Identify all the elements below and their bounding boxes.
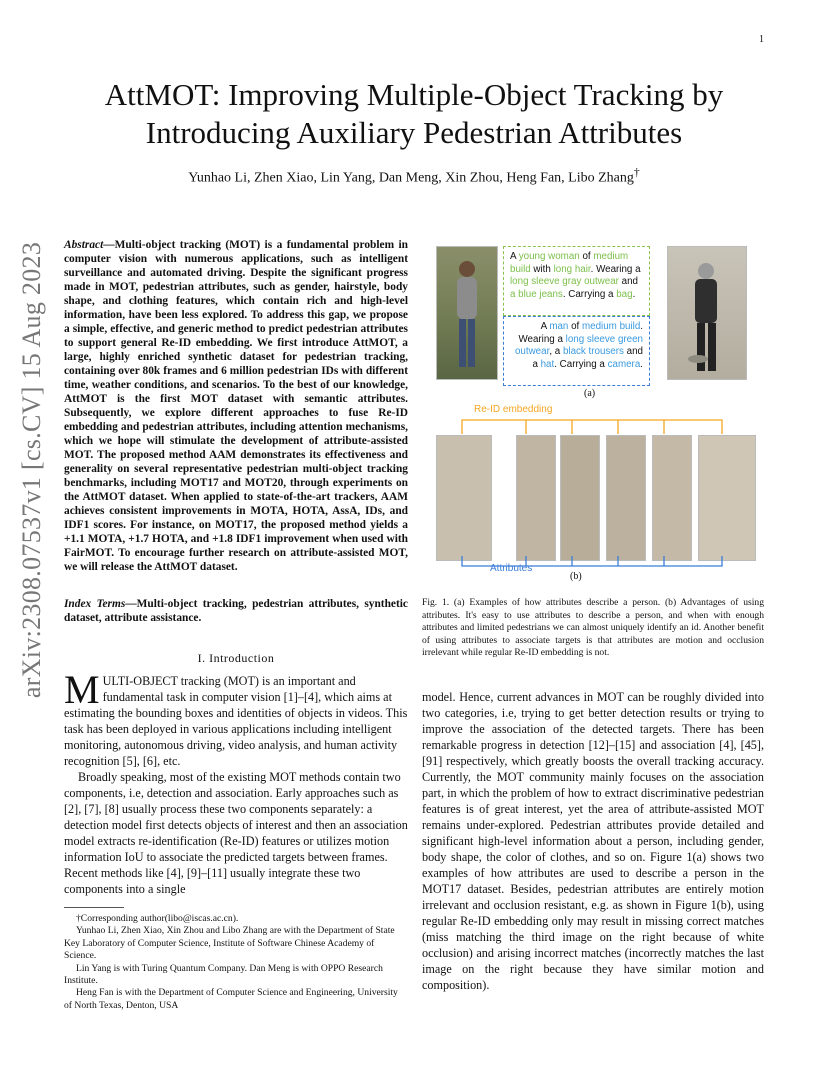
index-terms xyxy=(64,597,408,625)
title-line-2: Introducing Auxiliary Pedestrian Attributes xyxy=(145,115,683,150)
description-text: . xyxy=(632,288,636,300)
abstract-text: —Multi-object tracking (MOT) is a fundamental problem in computer vision with numerous applications, such as intelligent surveillance and automated driving. Despite the significant progress made in MOT, pedestrian attributes, such as gender, hairstyle, body shape, and clothing features, which contain rich and high-level information, have been less explored. To address this gap, we propose a simple, effective, and generic method to predict pedestrian attributes to support general Re-ID embedding. We first introduce AttMOT, a large, highly enriched synthetic dataset for pedestrian tracking, containing over 80k frames and 6 million pedestrian IDs with different time, weather conditions, and scenarios. To the best of our knowledge, AttMOT is the first MOT dataset with semantic attributes. Subsequently, we explore different approaches to fuse Re-ID embedding and pedestrian attributes, including attention mechanisms, which we hope will stimulate the development of attribute-assisted MOT. The proposed method AAM demonstrates its effectiveness and generality on several representative pedestrian multi-object tracking benchmarks, including MOT17 and MOT20, through experiments on the AttMOT dataset. When applied to state-of-the-art trackers, AAM achieves consistent improvements in MOTA, HOTA, AssA, IDs, and IDF1 scores. For instance, on MOT17, the proposed method yields a +1.1 MOTA, +1.7 HOTA, and +1.8 IDF1 improvement when used with FairMOT. To encourage further research on attribute-assisted MOT, we will release the AttMOT dataset. xyxy=(64,239,408,573)
attribute-phrase: a blue jeans xyxy=(510,288,563,300)
attribute-phrase: long sleeve green outwear xyxy=(514,333,643,358)
label-a: (a) xyxy=(584,388,596,399)
description-text: . Carrying a xyxy=(554,358,608,370)
description-text: A xyxy=(510,251,519,262)
attribute-phrase: medium build xyxy=(582,321,641,332)
reid-connector xyxy=(422,416,764,436)
tracklet-image xyxy=(436,435,492,561)
arxiv-stamp: arXiv:2308.07537v1 [cs.CV] 15 Aug 2023 xyxy=(17,241,46,699)
description-text: of xyxy=(579,251,594,262)
attribute-description-man xyxy=(503,316,650,386)
tracklet-image xyxy=(698,435,756,561)
intro-paragraph-1: MULTI-OBJECT tracking (MOT) is an important and fundamental task in computer vision [1]–[4], which aims at estimating the bounding boxes and identities of objects in videos. This task has been deployed in various applications including intelligent monitoring, autonomous driving, video analysis, and human activity recognition [5], [6], etc. xyxy=(64,667,408,768)
attribute-phrase: man xyxy=(549,321,569,332)
attribute-phrase: camera xyxy=(607,358,641,370)
abstract-label: Abstract xyxy=(64,239,104,251)
attribute-phrase: long hair xyxy=(553,263,591,275)
attributes-label: Attributes xyxy=(490,563,533,574)
description-text: . Wearing a xyxy=(518,321,643,345)
attribute-phrase: long sleeve gray outwear xyxy=(510,276,619,288)
tracklet-image xyxy=(516,435,556,561)
attribute-phrase: black trousers xyxy=(562,346,624,358)
description-text: . Wearing a xyxy=(590,263,641,275)
description-text: . Carrying a xyxy=(562,288,617,300)
description-text: . xyxy=(640,358,643,370)
authors-text: Yunhao Li, Zhen Xiao, Lin Yang, Dan Meng, Xin Zhou, Heng Fan, Libo Zhang xyxy=(188,170,634,186)
paper-title xyxy=(60,76,768,152)
introduction-body xyxy=(64,667,408,897)
right-column-body: model. Hence, current advances in MOT can be roughly divided into two categories, i.e, trying to get better detection results or trying to improve the association of the detected targets. There has been remarkable progress in detection [12]–[15] and association [4], [45], [91] respectively, which greatly boosts the overall tracking accuracy. Currently, the MOT community mainly focuses on the association part, in which the problem of how to extract discriminative pedestrian features is of great interest, yet the area of attribute-assisted MOT remains under-explored. Pedestrian attributes provide detailed and significant high-level information about a person, including gender, body shape, the color of clothes, and so on. Figure 1(a) shows two examples of how attributes are used to describe a person in the MOT17 dataset. Besides, pedestrian attributes are entirely motion irrelevant and occlusion resistant, e.g. as shown in Figure 1(b), using regular Re-ID embedding only may result in missing correct matches (miss matching the third image on the right because of white occlusion) and arising incorrect matches (incorrectly matches the last image on the right because they have similar motion and composition). xyxy=(422,690,764,992)
index-terms-label: Index Terms xyxy=(64,598,126,610)
reid-label: Re-ID embedding xyxy=(474,404,553,415)
label-b: (b) xyxy=(570,571,582,582)
attribute-phrase: hat xyxy=(540,358,555,370)
attribute-phrase: bag xyxy=(616,288,633,300)
man-figure-icon xyxy=(668,247,746,379)
footnotes xyxy=(64,913,408,1012)
description-text: and xyxy=(618,276,638,288)
tracklet-image xyxy=(652,435,692,561)
section-heading: I. Introduction xyxy=(197,651,275,665)
intro-paragraph-2: Broadly speaking, most of the existing MOT methods contain two components, i.e, detection and association. Early approaches such as [2], [7], [8] usually process these two components separately: a detection model first detects objects of interest and then an association model extracts re-identification (Re-ID) features or utilizes motion information IoU to associate the predicted targets between frames. Recent methods like [4], [9]–[11] usually integrate these two components into a single xyxy=(64,770,408,896)
footnote-rule xyxy=(64,907,124,908)
author-mark: † xyxy=(633,166,640,179)
attribute-phrase: medium build xyxy=(510,251,629,275)
woman-figure-icon xyxy=(437,247,497,379)
attributes-connector xyxy=(422,556,764,570)
attribute-description-woman xyxy=(503,246,650,316)
author-list xyxy=(60,166,768,187)
man-photo xyxy=(667,246,747,380)
title-line-1: AttMOT: Improving Multiple-Object Tracking by xyxy=(104,77,724,112)
description-text: and a xyxy=(532,346,643,370)
tracklet-image xyxy=(606,435,646,561)
page-number: 1 xyxy=(759,34,764,45)
footnote: Heng Fan is with the Department of Computer Science and Engineering, University of North Texas, Denton, USA xyxy=(64,987,398,1011)
attribute-phrase: young woman xyxy=(518,251,580,262)
figure-1 xyxy=(422,238,764,590)
footnote: Lin Yang is with Turing Quantum Company. Dan Meng is with OPPO Research Institute. xyxy=(64,962,383,987)
description-text: A xyxy=(540,321,550,332)
woman-photo xyxy=(436,246,498,380)
description-text: , a xyxy=(549,346,563,358)
index-terms-text: —Multi-object tracking, pedestrian attributes, synthetic dataset, attribute assistance. xyxy=(64,598,408,624)
figure-caption: Fig. 1. (a) Examples of how attributes describe a person. (b) Advantages of using attributes. It's easy to use attributes to describe a person, and when with enough attributes and limited pedestrians we can almost uniquely identify an id. Another benefit of using attributes to associate targets is that attributes are motion and occlusion irrelevant while regular Re-ID embedding is not. xyxy=(422,597,764,658)
tracklet-strip xyxy=(436,435,754,561)
description-text: of xyxy=(568,321,582,332)
drop-cap: M xyxy=(64,667,100,712)
footnote: †Corresponding author(libo@iscas.ac.cn). xyxy=(76,913,239,924)
tracklet-image xyxy=(560,435,600,561)
description-text: with xyxy=(530,263,554,275)
abstract xyxy=(64,238,408,574)
footnote: Yunhao Li, Zhen Xiao, Xin Zhou and Libo Zhang are with the Department of State Key Laboratory of Computer Science, Institute of Software Chinese Academy of Science. xyxy=(64,925,395,962)
